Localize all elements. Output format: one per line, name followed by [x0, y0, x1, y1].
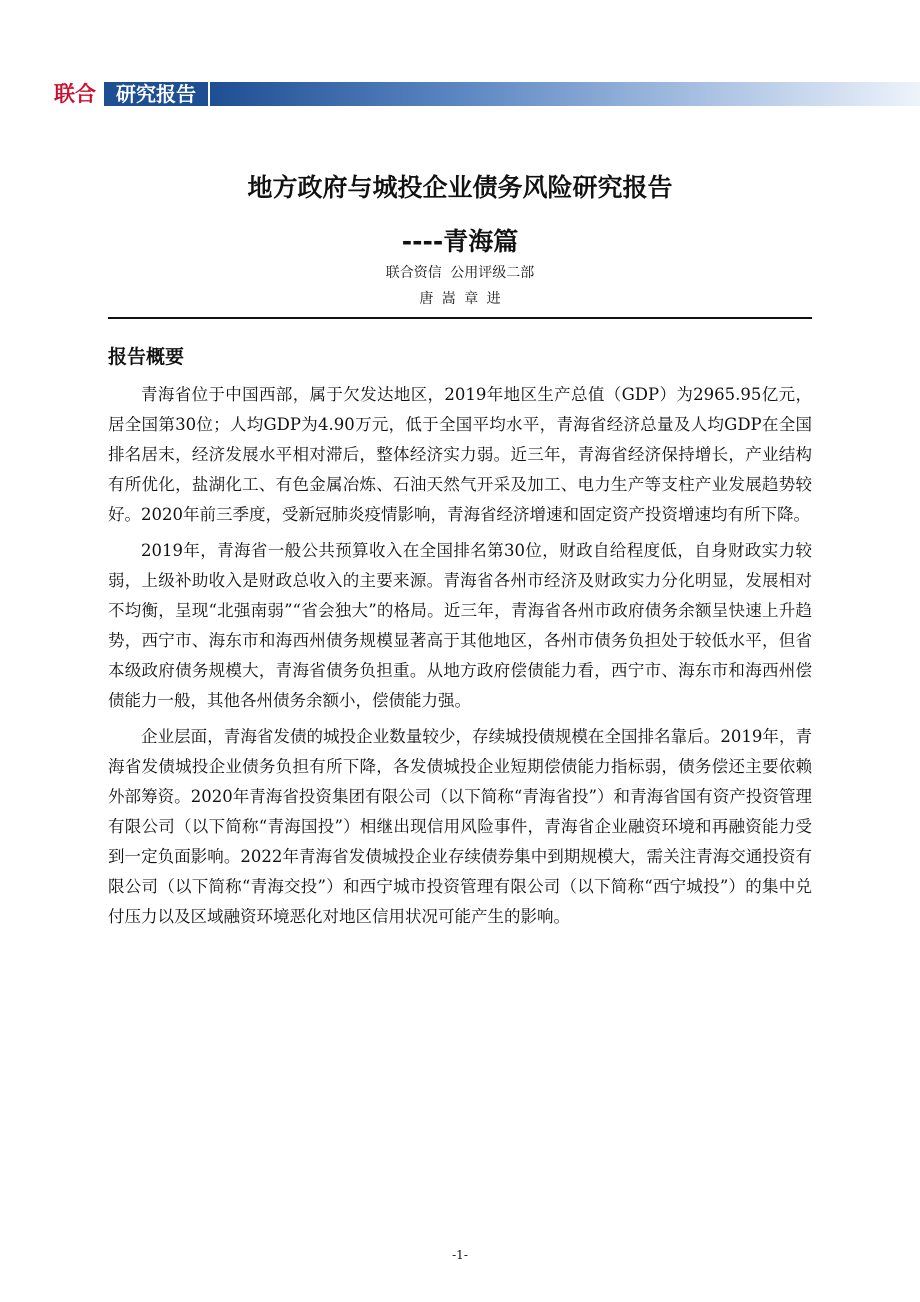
report-header-band: [0, 80, 920, 108]
body-paragraph: 2019年，青海省一般公共预算收入在全国排名第30位，财政自给程度低，自身财政实力较弱，上级补助收入是财政总收入的主要来源。青海省各州市经济及财政实力分化明显，发展相对不均衡，呈现“北强南弱”“省会独大”的格局。近三年，青海省各州市政府债务余额呈快速上升趋势，西宁市、海东市和海西州债务规模显著高于其他地区，各州市债务负担处于较低水平，但省本级政府债务规模大，青海省债务负担重。从地方政府偿债能力看，西宁市、海东市和海西州偿债能力一般，其他各州债务余额小，偿债能力强。: [108, 541, 812, 710]
author-names: 唐 嵩 章 进: [419, 291, 501, 307]
section-heading: 报告概要: [108, 346, 185, 368]
report-subtitle: ----青海篇: [401, 227, 519, 256]
brand-logo-red-text: 联合: [54, 82, 96, 106]
report-title: 地方政府与城投企业债务风险研究报告: [247, 173, 673, 202]
body-paragraph: 青海省位于中国西部，属于欠发达地区，2019年地区生产总值（GDP）为2965.95亿元，居全国第30位；人均GDP为4.90万元，低于全国平均水平，青海省经济总量及人均GDP在全国排名居末，经济发展水平相对滞后，整体经济实力弱。近三年，青海省经济保持增长，产业结构有所优化，盐湖化工、有色金属冶炼、石油天然气开采及加工、电力生产等支柱产业发展趋势较好。2020年前三季度，受新冠肺炎疫情影响，青海省经济增速和固定资产投资增速均有所下降。: [108, 385, 812, 524]
page-number: -1-: [452, 1248, 468, 1262]
report-body: [108, 380, 812, 938]
brand-logo-box-text: 研究报告: [104, 82, 208, 106]
title-divider: [108, 317, 812, 319]
body-paragraph: 企业层面，青海省发债的城投企业数量较少，存续城投债规模在全国排名靠后。2019年，青海省发债城投企业债务负担有所下降，各发债城投企业短期偿债能力指标弱，债务偿还主要依赖外部筹资。2020年青海省投资集团有限公司（以下简称“青海省投”）和青海省国有资产投资管理有限公司（以下简称“青海国投”）相继出现信用风险事件，青海省企业融资环境和再融资能力受到一定负面影响。2022年青海省发债城投企业存续债券集中到期规模大，需关注青海交通投资有限公司（以下简称“青海交投”）和西宁城市投资管理有限公司（以下简称“西宁城投”）的集中兑付压力以及区域融资环境恶化对地区信用状况可能产生的影响。: [108, 727, 812, 926]
author-organization: 联合资信 公用评级二部: [385, 265, 535, 281]
header-gradient-bar: [210, 82, 920, 106]
